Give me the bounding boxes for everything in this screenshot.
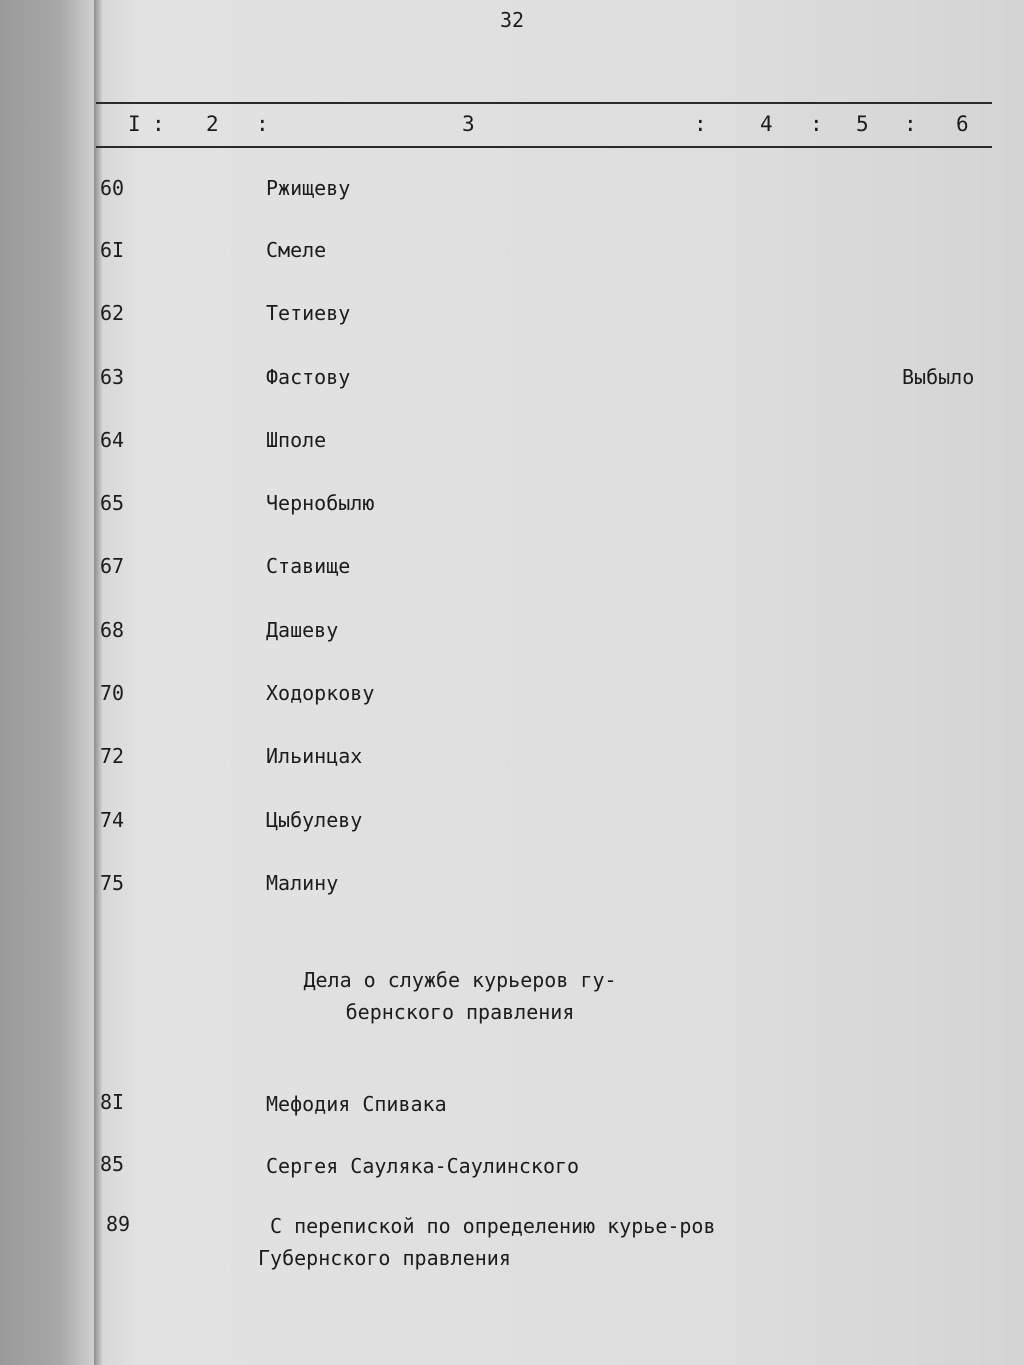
- row-number: 65: [100, 491, 125, 515]
- header-rule-top: [96, 102, 992, 104]
- section-heading: Дела о службе курьеров гу- бернского правления: [303, 968, 617, 1024]
- column-6-label: 6: [956, 112, 969, 136]
- header-rule-bottom: [96, 146, 992, 148]
- row-title: Тетиеву: [266, 301, 351, 325]
- row-number: 63: [100, 365, 125, 389]
- row-number: 8I: [100, 1090, 125, 1114]
- column-separator: :: [694, 112, 707, 136]
- column-separator: :: [256, 112, 269, 136]
- column-4-label: 4: [760, 112, 773, 136]
- column-3-label: 3: [462, 112, 475, 136]
- row-number: 89: [106, 1212, 131, 1236]
- row-title: Цыбулеву: [266, 808, 363, 832]
- row-note: Выбыло: [902, 365, 975, 389]
- row-number: 68: [100, 618, 125, 642]
- row-number: 64: [100, 428, 125, 452]
- row-title: Ильинцах: [266, 744, 363, 768]
- column-separator: :: [904, 112, 917, 136]
- row-title: Чернобылю: [266, 491, 375, 515]
- row-title: С перепиской по определению курье-ров Губернского правления: [258, 1214, 716, 1270]
- row-number: 60: [100, 176, 125, 200]
- row-number: 85: [100, 1152, 125, 1176]
- column-2-label: 2: [206, 112, 219, 136]
- row-title: Фастову: [266, 365, 351, 389]
- row-title: Сергея Сауляка-Саулинского: [266, 1154, 580, 1178]
- row-title: Ставище: [266, 554, 351, 578]
- row-title: Ходоркову: [266, 681, 375, 705]
- column-separator: :: [152, 112, 165, 136]
- column-5-label: 5: [856, 112, 869, 136]
- row-number: 72: [100, 744, 125, 768]
- row-number: 70: [100, 681, 125, 705]
- page-number: 32: [500, 8, 525, 32]
- column-1-label: I: [128, 112, 141, 136]
- row-title: Ржищеву: [266, 176, 351, 200]
- row-number: 6I: [100, 238, 125, 262]
- row-title: Дашеву: [266, 618, 339, 642]
- row-title: Смеле: [266, 238, 327, 262]
- row-number: 67: [100, 554, 125, 578]
- row-title: Мефодия Спивака: [266, 1092, 447, 1116]
- column-separator: :: [810, 112, 823, 136]
- row-title: Шполе: [266, 428, 327, 452]
- row-number: 74: [100, 808, 125, 832]
- row-number: 75: [100, 871, 125, 895]
- row-number: 62: [100, 301, 125, 325]
- row-title: Малину: [266, 871, 339, 895]
